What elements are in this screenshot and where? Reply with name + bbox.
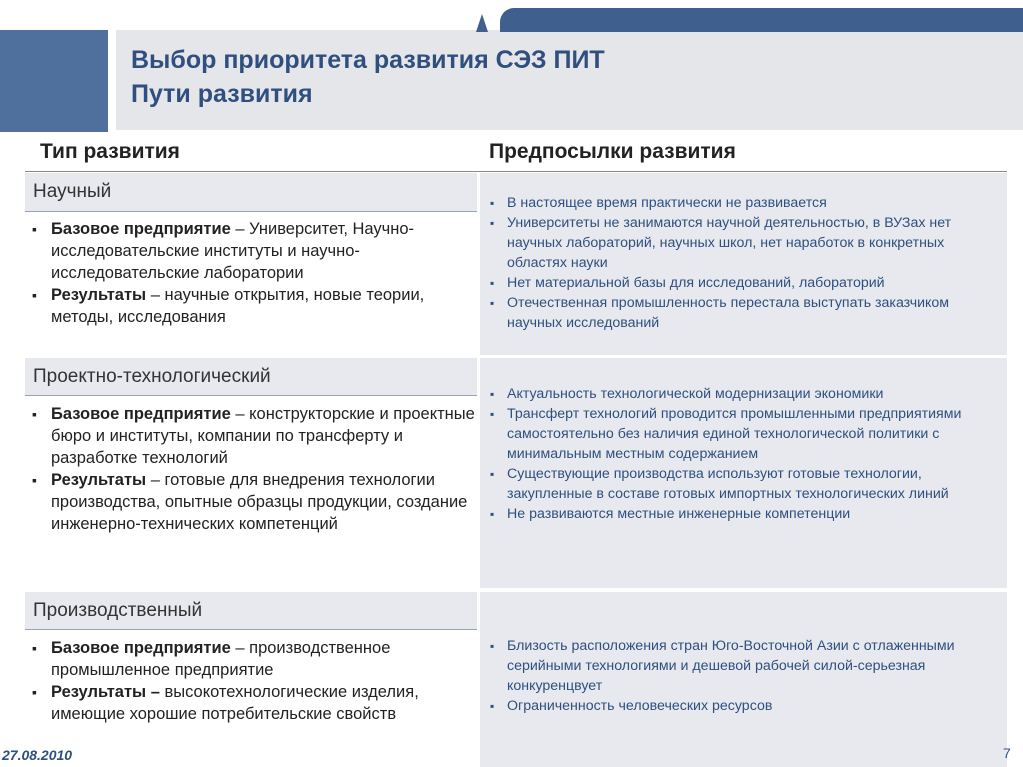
list-item: ▪ Результаты – готовые для внедрения технологии производства, опытные образцы продукции, создание инженерно-технических компетенций — [25, 469, 477, 535]
footer-date: 27.08.2010 — [2, 747, 73, 763]
slide-title — [131, 43, 605, 111]
prereq-list — [481, 384, 1001, 524]
prereq-list — [481, 636, 1001, 716]
row-separator — [25, 588, 1007, 591]
list-item: ▪ Не развиваются местные инженерные компетенции — [481, 504, 1001, 524]
header-spike-decoration — [476, 14, 488, 32]
row-type-details — [25, 218, 477, 328]
list-item: ▪ Результаты – высокотехнологические изделия, имеющие хорошие потребительские свойств — [25, 681, 477, 725]
column-header-prereq: Предпосылки развития — [489, 140, 736, 163]
prereq-list — [481, 193, 1001, 333]
list-item: ▪ Трансферт технологий проводится промышленными предприятиями самостоятельно без наличия единой технологической политики с минимальным местным содержанием — [481, 404, 1001, 464]
row-type-name: Проектно-технологический — [25, 358, 477, 396]
row-type-details — [25, 637, 477, 725]
list-item: ▪ Базовое предприятие – конструкторские и проектные бюро и институты, компании по трансферту и разработке технологий — [25, 403, 477, 469]
title-line-2: Пути развития — [131, 80, 313, 108]
column-header-type: Тип развития — [40, 140, 180, 163]
title-line-1: Выбор приоритета развития СЭЗ ПИТ — [131, 46, 605, 74]
list-item: ▪ Ограниченность человеческих ресурсов — [481, 696, 1001, 716]
list-item: ▪ Университеты не занимаются научной деятельностью, в ВУЗах нет научных лабораторий, научных школ, нет наработок в конкретных областях науки — [481, 213, 1001, 273]
list-item: ▪ Существующие производства используют готовые технологии, закупленные в составе готовых импортных технологических линий — [481, 464, 1001, 504]
header-tab-decoration — [500, 8, 1023, 32]
header-divider — [25, 171, 1007, 172]
list-item: ▪ Близость расположения стран Юго-Восточной Азии с отлаженными серийными технологиями и дешевой рабочей силой-серьезная конкуренцвует — [481, 636, 1001, 696]
row-type-name: Производственный — [25, 592, 477, 630]
list-item: ▪ Базовое предприятие – Университет, Научно-исследовательские институты и научно-исследовательские лаборатории — [25, 218, 477, 284]
list-item: ▪ Актуальность технологической модернизации экономики — [481, 384, 1001, 404]
header-accent-block — [0, 30, 108, 132]
list-item: ▪ Базовое предприятие – производственное промышленное предприятие — [25, 637, 477, 681]
row-type-name: Научный — [25, 173, 477, 212]
list-item: ▪ Результаты – научные открытия, новые теории, методы, исследования — [25, 284, 477, 328]
page-number: 7 — [1003, 745, 1011, 761]
list-item: ▪ Отечественная промышленность перестала выступать заказчиком научных исследований — [481, 293, 1001, 333]
list-item: ▪ В настоящее время практически не развивается — [481, 193, 1001, 213]
row-type-details — [25, 403, 477, 535]
list-item: ▪ Нет материальной базы для исследований, лабораторий — [481, 273, 1001, 293]
